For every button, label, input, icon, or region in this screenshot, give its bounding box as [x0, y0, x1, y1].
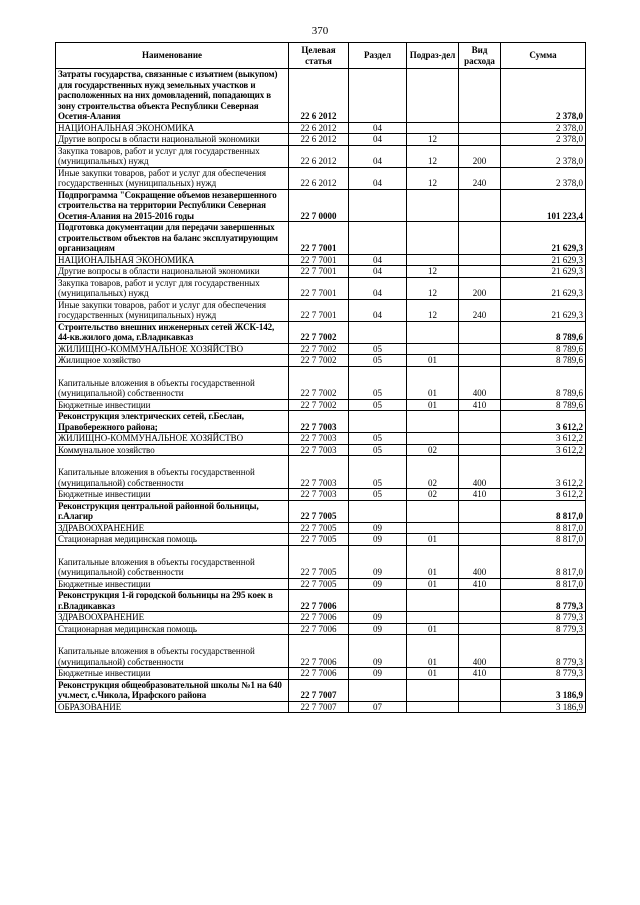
- row-section-cell: 09: [349, 623, 407, 635]
- row-target-cell: 22 7 7005: [289, 545, 349, 578]
- row-name-cell: Реконструкция центральной районной больницы, г.Алагир: [56, 500, 289, 522]
- row-section-cell: 09: [349, 545, 407, 578]
- row-name-cell: Закупка товаров, работ и услуг для государственных (муниципальных) нужд: [56, 145, 289, 167]
- table-row: [56, 623, 586, 635]
- row-target-cell: 22 7 7003: [289, 489, 349, 501]
- row-target-cell: 22 6 2012: [289, 145, 349, 167]
- row-section-cell: [349, 69, 407, 123]
- row-subsection-cell: [407, 189, 459, 222]
- row-target-cell: 22 6 2012: [289, 69, 349, 123]
- row-amount-cell: 21 629,3: [501, 254, 586, 266]
- table-row: [56, 355, 586, 367]
- row-type-cell: 400: [459, 545, 501, 578]
- row-type-cell: [459, 266, 501, 278]
- table-row: [56, 612, 586, 624]
- table-row: [56, 489, 586, 501]
- row-section-cell: 09: [349, 612, 407, 624]
- row-name-cell: ЗДРАВООХРАНЕНИЕ: [56, 522, 289, 534]
- row-target-cell: 22 7 7006: [289, 623, 349, 635]
- row-type-cell: 400: [459, 456, 501, 489]
- row-name-cell: Бюджетные инвестиции: [56, 399, 289, 411]
- table-row: [56, 444, 586, 456]
- row-section-cell: 09: [349, 668, 407, 680]
- row-target-cell: 22 7 7003: [289, 444, 349, 456]
- table-row: [56, 222, 586, 255]
- row-name-cell: Бюджетные инвестиции: [56, 578, 289, 590]
- row-name-cell: Строительство внешних инженерных сетей ЖСК-142, 44-кв.жилого дома, г.Владикавказ: [56, 321, 289, 343]
- row-target-cell: 22 7 7001: [289, 277, 349, 299]
- row-type-cell: [459, 679, 501, 701]
- table-row: [56, 522, 586, 534]
- row-type-cell: [459, 321, 501, 343]
- row-name-cell: ЖИЛИЩНО-КОММУНАЛЬНОЕ ХОЗЯЙСТВО: [56, 433, 289, 445]
- row-name-cell: Стационарная медицинская помощь: [56, 534, 289, 546]
- row-subsection-cell: [407, 590, 459, 612]
- row-amount-cell: 101 223,4: [501, 189, 586, 222]
- row-name-cell: Другие вопросы в области национальной экономики: [56, 134, 289, 146]
- row-name-cell: Жилищное хозяйство: [56, 355, 289, 367]
- row-target-cell: 22 7 7003: [289, 411, 349, 433]
- row-name-cell: Подпрограмма "Сокращение объемов незавершенного строительства на территории Республики Северная Осетия-Алания на 2015-2016 годы: [56, 189, 289, 222]
- row-amount-cell: 8 789,6: [501, 343, 586, 355]
- row-name-cell: НАЦИОНАЛЬНАЯ ЭКОНОМИКА: [56, 254, 289, 266]
- header-name: Наименование: [56, 43, 289, 69]
- row-amount-cell: 8 779,3: [501, 612, 586, 624]
- row-section-cell: 05: [349, 366, 407, 399]
- row-amount-cell: 8 779,3: [501, 635, 586, 668]
- table-row: [56, 266, 586, 278]
- row-amount-cell: 8 817,0: [501, 578, 586, 590]
- row-target-cell: 22 7 0000: [289, 189, 349, 222]
- table-row: [56, 668, 586, 680]
- row-name-cell: Капитальные вложения в объекты государственной (муниципальной) собственности: [56, 456, 289, 489]
- table-row: [56, 590, 586, 612]
- row-subsection-cell: [407, 612, 459, 624]
- row-type-cell: 400: [459, 366, 501, 399]
- row-subsection-cell: 01: [407, 635, 459, 668]
- row-target-cell: 22 7 7006: [289, 612, 349, 624]
- row-amount-cell: 8 779,3: [501, 668, 586, 680]
- row-target-cell: 22 7 7001: [289, 266, 349, 278]
- row-name-cell: Иные закупки товаров, работ и услуг для обеспечения государственных (муниципальных) нужд: [56, 299, 289, 321]
- row-amount-cell: 2 378,0: [501, 122, 586, 134]
- row-type-cell: [459, 500, 501, 522]
- row-subsection-cell: 12: [407, 134, 459, 146]
- row-subsection-cell: [407, 222, 459, 255]
- row-amount-cell: 8 789,6: [501, 321, 586, 343]
- row-section-cell: 07: [349, 701, 407, 713]
- row-section-cell: [349, 590, 407, 612]
- row-amount-cell: 8 779,3: [501, 590, 586, 612]
- row-target-cell: 22 6 2012: [289, 167, 349, 189]
- row-subsection-cell: [407, 500, 459, 522]
- table-row: [56, 343, 586, 355]
- row-type-cell: [459, 134, 501, 146]
- row-type-cell: [459, 222, 501, 255]
- row-target-cell: 22 7 7005: [289, 500, 349, 522]
- row-type-cell: 200: [459, 145, 501, 167]
- row-section-cell: 09: [349, 522, 407, 534]
- row-amount-cell: 8 789,6: [501, 399, 586, 411]
- row-type-cell: [459, 433, 501, 445]
- row-section-cell: 04: [349, 254, 407, 266]
- table-row: [56, 167, 586, 189]
- row-name-cell: Реконструкция общеобразовательной школы №1 на 640 уч.мест, с.Чикола, Ирафского района: [56, 679, 289, 701]
- row-type-cell: [459, 411, 501, 433]
- budget-table: [55, 42, 586, 713]
- row-amount-cell: 8 817,0: [501, 500, 586, 522]
- row-type-cell: 410: [459, 399, 501, 411]
- row-amount-cell: 21 629,3: [501, 299, 586, 321]
- table-row: [56, 254, 586, 266]
- row-type-cell: [459, 254, 501, 266]
- row-subsection-cell: 12: [407, 266, 459, 278]
- row-amount-cell: 21 629,3: [501, 277, 586, 299]
- row-amount-cell: 3 612,2: [501, 444, 586, 456]
- row-target-cell: 22 7 7002: [289, 355, 349, 367]
- row-subsection-cell: 01: [407, 366, 459, 399]
- row-section-cell: 04: [349, 145, 407, 167]
- row-name-cell: Капитальные вложения в объекты государственной (муниципальной) собственности: [56, 545, 289, 578]
- table-body: [56, 69, 586, 713]
- row-type-cell: 410: [459, 489, 501, 501]
- row-amount-cell: 3 612,2: [501, 433, 586, 445]
- row-amount-cell: 3 612,2: [501, 489, 586, 501]
- table-row: [56, 411, 586, 433]
- table-row: [56, 366, 586, 399]
- row-subsection-cell: [407, 701, 459, 713]
- row-type-cell: [459, 590, 501, 612]
- row-name-cell: ЖИЛИЩНО-КОММУНАЛЬНОЕ ХОЗЯЙСТВО: [56, 343, 289, 355]
- row-type-cell: [459, 534, 501, 546]
- row-amount-cell: 8 817,0: [501, 522, 586, 534]
- row-name-cell: Коммунальное хозяйство: [56, 444, 289, 456]
- header-section: Раздел: [349, 43, 407, 69]
- row-subsection-cell: 01: [407, 668, 459, 680]
- row-section-cell: 05: [349, 456, 407, 489]
- row-target-cell: 22 7 7002: [289, 343, 349, 355]
- table-row: [56, 399, 586, 411]
- table-row: [56, 500, 586, 522]
- row-section-cell: [349, 222, 407, 255]
- page-number: 370: [311, 25, 329, 37]
- row-amount-cell: 3 612,2: [501, 411, 586, 433]
- row-name-cell: Затраты государства, связанные с изъятием (выкупом) для государственных нужд земельных участков и расположенных на них домовладений, попадающих в зону строительства объекта Республики Северная Осетия-Алания: [56, 69, 289, 123]
- row-name-cell: Другие вопросы в области национальной экономики: [56, 266, 289, 278]
- table-row: [56, 277, 586, 299]
- header-expense-type: Вид расхода: [459, 43, 501, 69]
- row-section-cell: [349, 321, 407, 343]
- row-target-cell: 22 7 7001: [289, 299, 349, 321]
- row-section-cell: 04: [349, 134, 407, 146]
- row-subsection-cell: 02: [407, 456, 459, 489]
- table-row: [56, 321, 586, 343]
- table-header-row: [56, 43, 586, 69]
- header-amount: Сумма: [501, 43, 586, 69]
- row-section-cell: 04: [349, 277, 407, 299]
- row-subsection-cell: [407, 411, 459, 433]
- row-subsection-cell: [407, 321, 459, 343]
- row-subsection-cell: 01: [407, 399, 459, 411]
- table-row: [56, 145, 586, 167]
- row-type-cell: 410: [459, 578, 501, 590]
- row-type-cell: [459, 69, 501, 123]
- row-target-cell: 22 6 2012: [289, 134, 349, 146]
- row-target-cell: 22 7 7005: [289, 534, 349, 546]
- table-row: [56, 534, 586, 546]
- row-name-cell: НАЦИОНАЛЬНАЯ ЭКОНОМИКА: [56, 122, 289, 134]
- row-section-cell: [349, 679, 407, 701]
- row-target-cell: 22 7 7002: [289, 366, 349, 399]
- table-row: [56, 635, 586, 668]
- row-subsection-cell: [407, 69, 459, 123]
- row-amount-cell: 8 817,0: [501, 545, 586, 578]
- row-target-cell: 22 7 7001: [289, 222, 349, 255]
- row-amount-cell: 2 378,0: [501, 167, 586, 189]
- row-section-cell: 04: [349, 299, 407, 321]
- row-subsection-cell: 01: [407, 545, 459, 578]
- row-type-cell: [459, 444, 501, 456]
- row-section-cell: 05: [349, 399, 407, 411]
- row-amount-cell: 3 186,9: [501, 701, 586, 713]
- row-name-cell: Реконструкция электрических сетей, г.Беслан, Правобережного района;: [56, 411, 289, 433]
- row-amount-cell: 21 629,3: [501, 222, 586, 255]
- row-amount-cell: 8 789,6: [501, 366, 586, 399]
- row-subsection-cell: 01: [407, 355, 459, 367]
- row-section-cell: 05: [349, 355, 407, 367]
- row-section-cell: 04: [349, 266, 407, 278]
- row-section-cell: 05: [349, 343, 407, 355]
- row-section-cell: 05: [349, 433, 407, 445]
- row-amount-cell: 8 817,0: [501, 534, 586, 546]
- row-target-cell: 22 7 7007: [289, 679, 349, 701]
- row-name-cell: ОБРАЗОВАНИЕ: [56, 701, 289, 713]
- table-row: [56, 578, 586, 590]
- table-row: [56, 456, 586, 489]
- row-type-cell: [459, 189, 501, 222]
- row-name-cell: Закупка товаров, работ и услуг для государственных (муниципальных) нужд: [56, 277, 289, 299]
- row-type-cell: 200: [459, 277, 501, 299]
- row-target-cell: 22 7 7005: [289, 578, 349, 590]
- row-subsection-cell: 12: [407, 299, 459, 321]
- row-section-cell: [349, 500, 407, 522]
- row-subsection-cell: [407, 254, 459, 266]
- row-type-cell: [459, 522, 501, 534]
- row-section-cell: 09: [349, 534, 407, 546]
- row-subsection-cell: 12: [407, 167, 459, 189]
- row-type-cell: [459, 343, 501, 355]
- row-section-cell: 09: [349, 635, 407, 668]
- row-amount-cell: 21 629,3: [501, 266, 586, 278]
- header-target-article: Целевая статья: [289, 43, 349, 69]
- row-type-cell: [459, 612, 501, 624]
- row-name-cell: Капитальные вложения в объекты государственной (муниципальной) собственности: [56, 366, 289, 399]
- row-section-cell: 04: [349, 167, 407, 189]
- row-name-cell: Подготовка документации для передачи завершенных строительством объектов на баланс эксплуатирующим организациям: [56, 222, 289, 255]
- row-subsection-cell: 02: [407, 489, 459, 501]
- row-type-cell: 400: [459, 635, 501, 668]
- row-name-cell: Капитальные вложения в объекты государственной (муниципальной) собственности: [56, 635, 289, 668]
- row-subsection-cell: 01: [407, 623, 459, 635]
- table-row: [56, 134, 586, 146]
- row-target-cell: 22 7 7001: [289, 254, 349, 266]
- row-target-cell: 22 7 7006: [289, 635, 349, 668]
- row-amount-cell: 3 612,2: [501, 456, 586, 489]
- row-section-cell: 05: [349, 444, 407, 456]
- row-subsection-cell: [407, 522, 459, 534]
- table-row: [56, 545, 586, 578]
- table-row: [56, 433, 586, 445]
- row-target-cell: 22 6 2012: [289, 122, 349, 134]
- row-target-cell: 22 7 7002: [289, 321, 349, 343]
- row-target-cell: 22 7 7006: [289, 590, 349, 612]
- row-section-cell: 04: [349, 122, 407, 134]
- row-target-cell: 22 7 7005: [289, 522, 349, 534]
- row-type-cell: 410: [459, 668, 501, 680]
- row-name-cell: Стационарная медицинская помощь: [56, 623, 289, 635]
- row-target-cell: 22 7 7003: [289, 433, 349, 445]
- row-type-cell: [459, 623, 501, 635]
- row-amount-cell: 3 186,9: [501, 679, 586, 701]
- row-amount-cell: 2 378,0: [501, 134, 586, 146]
- table-row: [56, 679, 586, 701]
- table-row: [56, 122, 586, 134]
- row-target-cell: 22 7 7006: [289, 668, 349, 680]
- row-type-cell: [459, 355, 501, 367]
- row-amount-cell: 2 378,0: [501, 145, 586, 167]
- row-target-cell: 22 7 7007: [289, 701, 349, 713]
- row-section-cell: [349, 189, 407, 222]
- row-amount-cell: 2 378,0: [501, 69, 586, 123]
- table-row: [56, 701, 586, 713]
- table-row: [56, 69, 586, 123]
- row-section-cell: 05: [349, 489, 407, 501]
- row-type-cell: [459, 701, 501, 713]
- row-amount-cell: 8 779,3: [501, 623, 586, 635]
- row-type-cell: 240: [459, 167, 501, 189]
- row-subsection-cell: 12: [407, 277, 459, 299]
- row-section-cell: 09: [349, 578, 407, 590]
- row-subsection-cell: 01: [407, 534, 459, 546]
- row-type-cell: [459, 122, 501, 134]
- row-subsection-cell: 01: [407, 578, 459, 590]
- row-name-cell: Реконструкция 1-й городской больницы на 295 коек в г.Владикавказ: [56, 590, 289, 612]
- row-subsection-cell: 02: [407, 444, 459, 456]
- row-name-cell: Бюджетные инвестиции: [56, 668, 289, 680]
- row-subsection-cell: 12: [407, 145, 459, 167]
- row-subsection-cell: [407, 433, 459, 445]
- row-subsection-cell: [407, 122, 459, 134]
- row-subsection-cell: [407, 343, 459, 355]
- row-type-cell: 240: [459, 299, 501, 321]
- row-target-cell: 22 7 7002: [289, 399, 349, 411]
- table-row: [56, 299, 586, 321]
- row-target-cell: 22 7 7003: [289, 456, 349, 489]
- row-name-cell: ЗДРАВООХРАНЕНИЕ: [56, 612, 289, 624]
- row-amount-cell: 8 789,6: [501, 355, 586, 367]
- row-subsection-cell: [407, 679, 459, 701]
- row-name-cell: Бюджетные инвестиции: [56, 489, 289, 501]
- table-row: [56, 189, 586, 222]
- row-name-cell: Иные закупки товаров, работ и услуг для обеспечения государственных (муниципальных) нужд: [56, 167, 289, 189]
- row-section-cell: [349, 411, 407, 433]
- header-subsection: Подраз-дел: [407, 43, 459, 69]
